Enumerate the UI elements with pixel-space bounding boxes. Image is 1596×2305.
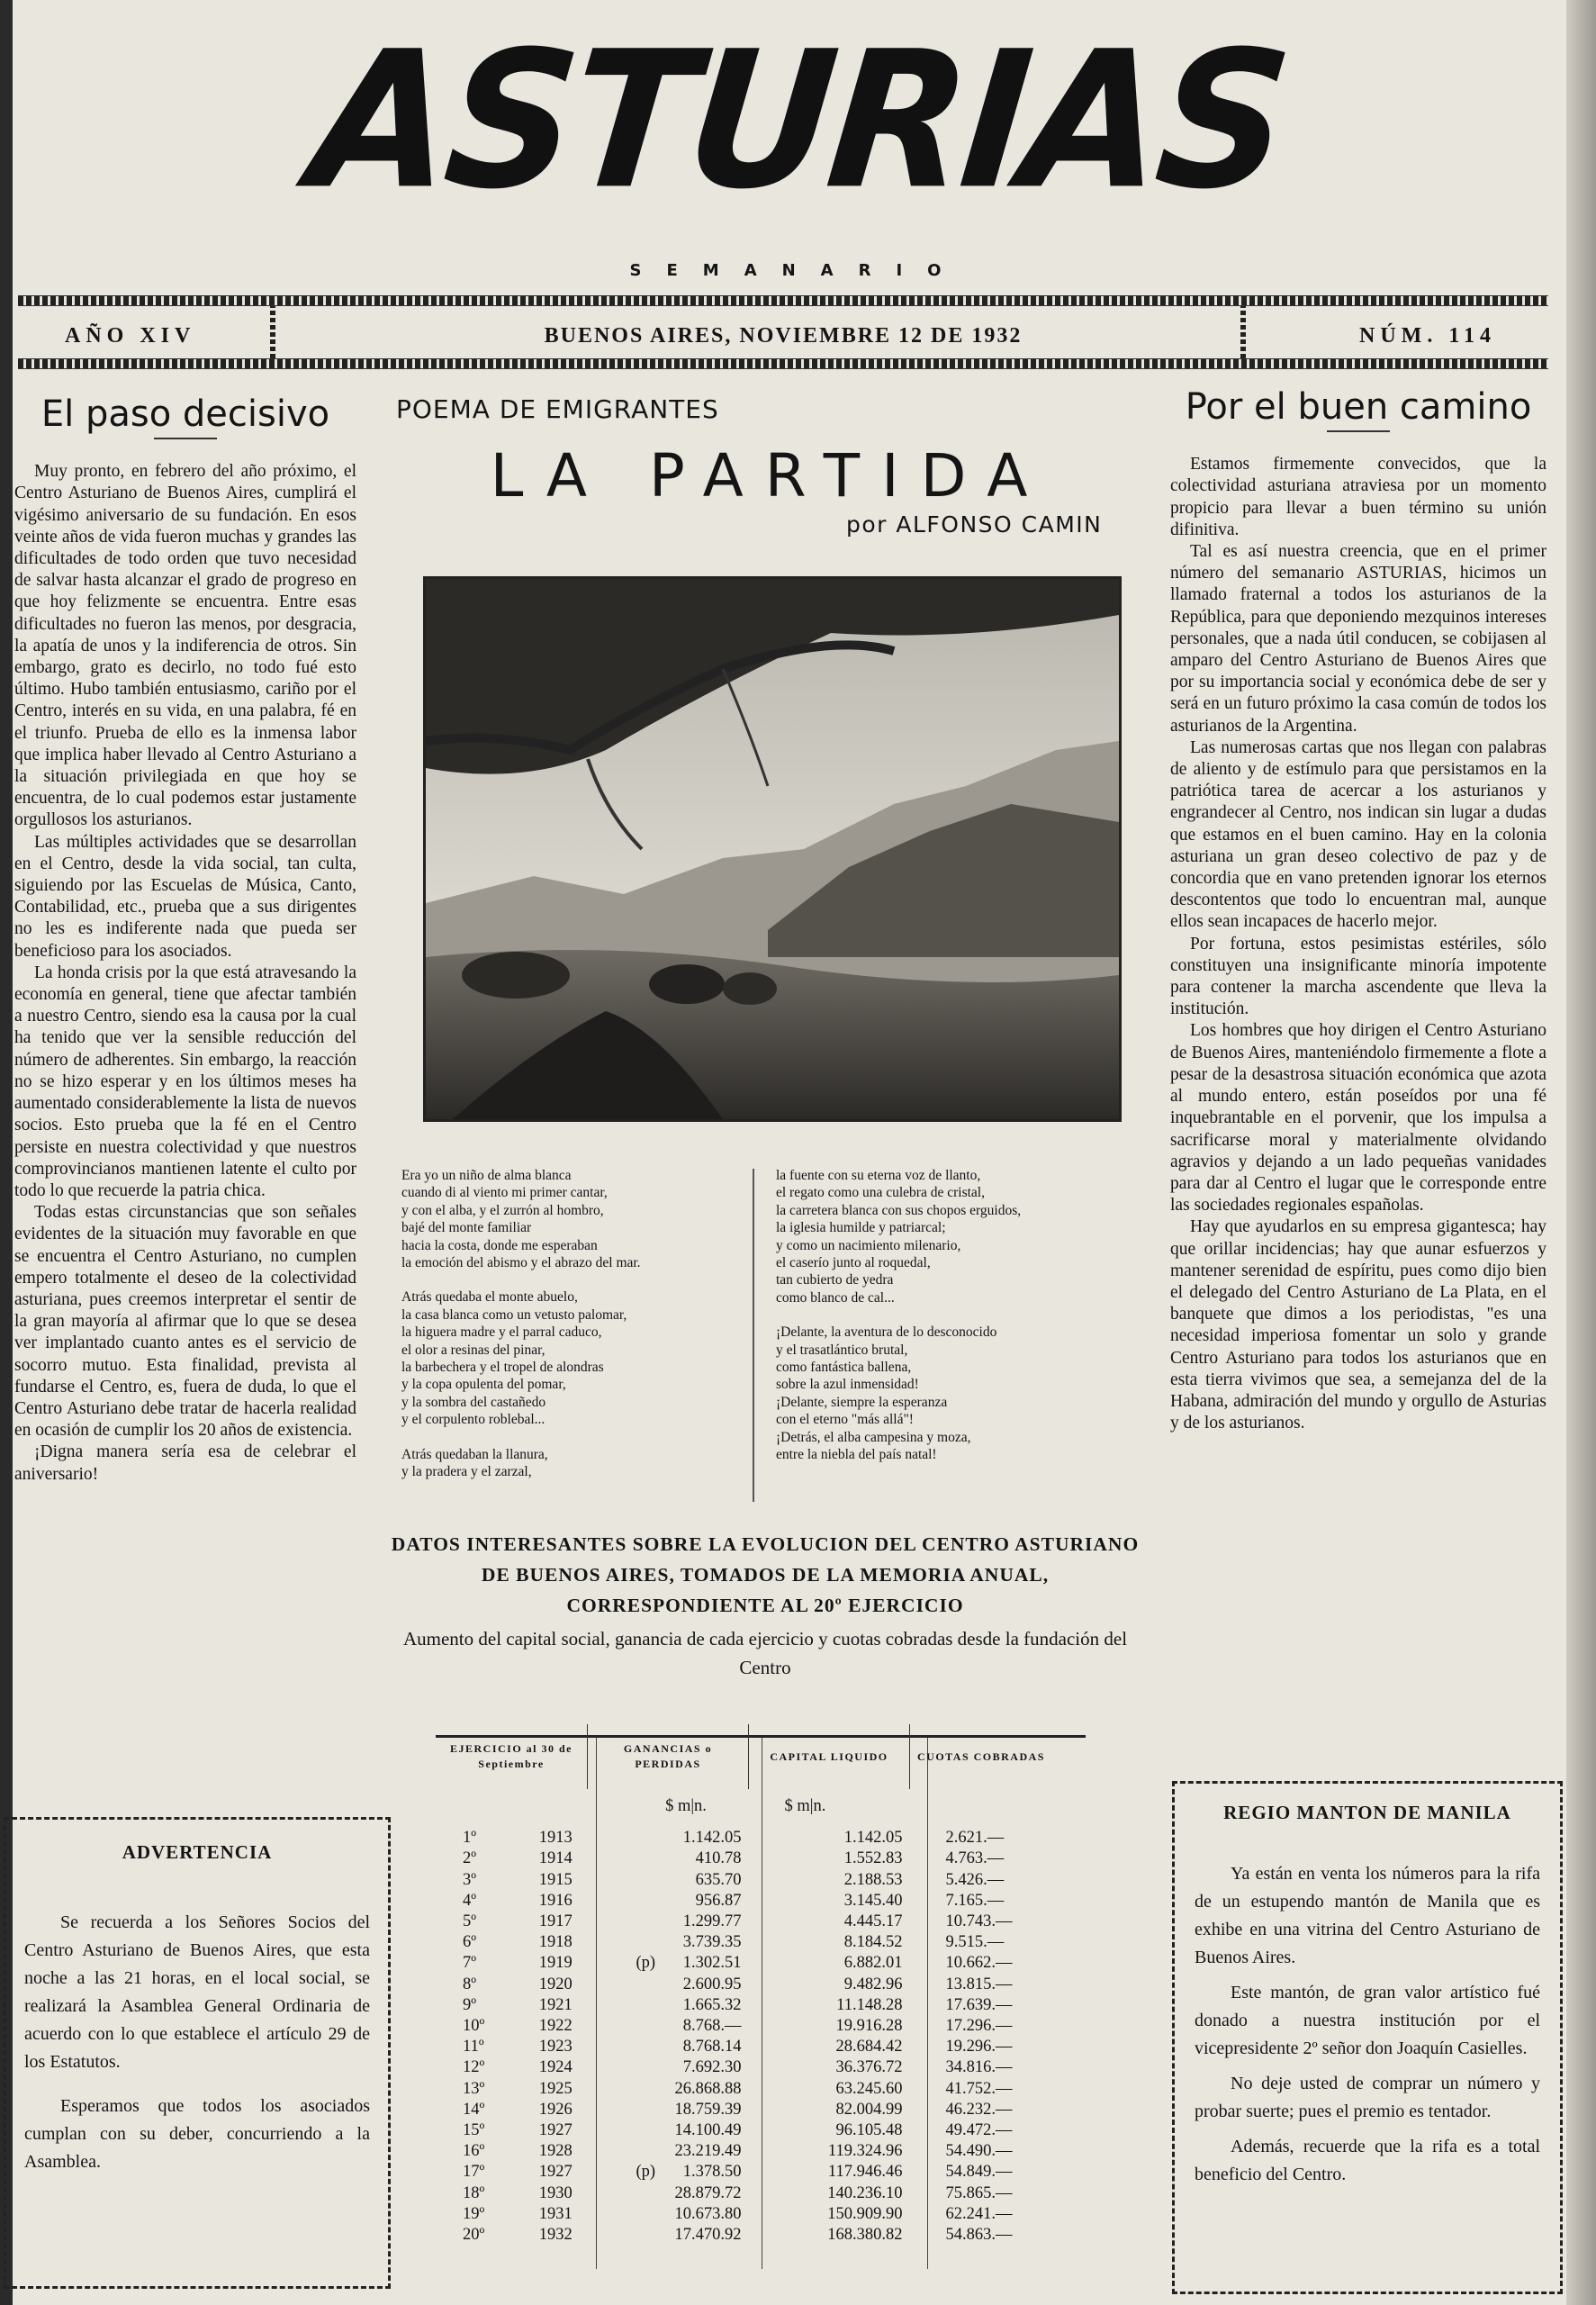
cell-capital: 117.946.46 bbox=[827, 2163, 903, 2182]
left-paragraph: ¡Digna manera sería esa de celebrar el aniversario! bbox=[14, 1442, 356, 1484]
verse-line: Atrás quedaba el monte abuelo, bbox=[401, 1289, 578, 1306]
cell-loss-marker bbox=[588, 2037, 660, 2057]
masthead-logo: ASTURIAS bbox=[302, 11, 1294, 231]
cell-year: 1932 bbox=[538, 2226, 573, 2245]
cell-year: 1931 bbox=[538, 2204, 573, 2223]
cell-loss-marker bbox=[588, 1828, 660, 1849]
manton-box bbox=[1172, 1781, 1563, 2294]
cell-ganancias: 7.692.30 bbox=[682, 2058, 742, 2077]
cell-number: 18º bbox=[463, 2183, 485, 2202]
table-row bbox=[436, 2225, 1052, 2246]
cell-cuotas: 2.621.— bbox=[945, 1829, 1005, 1848]
cell-cuotas: 17.639.— bbox=[945, 1995, 1013, 2014]
cell-number: 13º bbox=[463, 2079, 485, 2098]
cell-year: 1925 bbox=[538, 2079, 573, 2098]
cell-cuotas: 9.515.— bbox=[945, 1933, 1005, 1952]
cell-number: 17º bbox=[463, 2163, 485, 2182]
verse-line: como blanco de cal... bbox=[776, 1289, 895, 1306]
right-paragraph: Tal es así nuestra creencia, que en el primer número del semanario ASTURIAS, hicimos un llamado fraternal a todos los asturianos de la República, para que deponiendo mezquinos intereses personales, que a nada útil conducen, se cobijasen al amparo del Centro Asturiano de Buenos Aires que por su importancia social y económica debe de ser y será en un futuro próximo la casa común de todos los asturianos de la Argentina. bbox=[1170, 542, 1546, 736]
cell-capital: 150.909.90 bbox=[827, 2204, 903, 2223]
bottom-rule bbox=[18, 358, 1548, 369]
cell-year: 1914 bbox=[538, 1849, 573, 1868]
cell-cuotas: 19.296.— bbox=[945, 2038, 1013, 2056]
verse-line: ¡Delante, siempre la esperanza bbox=[776, 1394, 948, 1410]
cell-loss-marker bbox=[588, 1849, 660, 1869]
cell-year: 1930 bbox=[538, 2183, 573, 2202]
dateline bbox=[18, 315, 1548, 355]
cell-cuotas: 7.165.— bbox=[945, 1891, 1005, 1910]
cell-ganancias: 10.673.80 bbox=[674, 2204, 742, 2223]
poem-right-column bbox=[776, 1167, 1136, 1464]
left-paragraph: Las múltiples actividades que se desarrollan en el Centro, desde la vida social, tan culta, siguiendo por las Escuelas de Música, Canto, Contabilidad, etc., prueba que a sus dirigentes no les es indiferente nada que pueda ser beneficioso para los asociados. bbox=[14, 832, 356, 961]
cell-cuotas: 10.743.— bbox=[945, 1912, 1013, 1931]
verse-line: y con el alba, y el zurrón al hombro, bbox=[401, 1202, 604, 1218]
dateline-separator bbox=[270, 306, 275, 366]
right-paragraph: Los hombres que hoy dirigen el Centro Asturiano de Buenos Aires, manteniéndolo firmemente a flote a pesar de la desastrosa situación económica que azota al mundo entero, están poseídos por una fé inquebrantable en el porvenir, que los impulsa a sacrificarse moral y materialmente olvidando agravios y dejando a un lado pequeñas vanidades para dar al Centro el lugar que le corresponde entre las sociedades regionales españolas. bbox=[1170, 1021, 1546, 1216]
cell-cuotas: 4.763.— bbox=[945, 1849, 1005, 1868]
table-row bbox=[436, 1953, 1052, 1974]
date-label: BUENOS AIRES, NOVIEMBRE 12 DE 1932 bbox=[544, 324, 1023, 348]
cell-capital: 63.245.60 bbox=[835, 2079, 903, 2098]
cell-year: 1927 bbox=[538, 2163, 573, 2182]
verse-line: la higuera madre y el parral caduco, bbox=[401, 1324, 602, 1341]
cell-loss-marker bbox=[588, 2204, 660, 2225]
cell-number: 9º bbox=[463, 1995, 476, 2014]
cell-year: 1918 bbox=[538, 1933, 573, 1952]
verse-line: cuando di al viento mi primer cantar, bbox=[401, 1185, 608, 1201]
cell-capital: 168.380.82 bbox=[827, 2226, 903, 2245]
verse-line: tan cubierto de yedra bbox=[776, 1272, 894, 1288]
table-row bbox=[436, 1975, 1052, 1995]
cell-loss-marker bbox=[588, 2141, 660, 2162]
cell-cuotas: 46.232.— bbox=[945, 2100, 1013, 2119]
left-headline: El paso decisivo bbox=[41, 393, 330, 435]
financial-table bbox=[436, 1724, 1052, 2246]
cell-capital: 36.376.72 bbox=[835, 2058, 903, 2077]
currency-label: $ m|n. bbox=[784, 1797, 826, 1815]
left-paragraph: Todas estas circunstancias que son señales evidentes de la situación muy favorable en que se encuentra el Centro Asturiano, no cumplen empero totalmente el deseo de la colectividad asturiana, pues creemos interpretar el sentir de la gran mayoría al afirmar que lo que se desea ver implantado cuanto antes es el servicio de socorro mutuo. Esta finalidad, prevista al fundarse el Centro, es, fuera de duda, lo que el Centro Asturiano debe tratar de hacerla realidad en ocasión de cumplir los 20 años de existencia. bbox=[14, 1203, 356, 1441]
header-cuotas: CUOTAS COBRADAS bbox=[910, 1724, 1053, 1789]
currency-label: $ m|n. bbox=[665, 1797, 707, 1815]
left-article bbox=[14, 393, 356, 1486]
cell-ganancias: 1.378.50 bbox=[682, 2163, 742, 2182]
table-row bbox=[436, 1932, 1052, 1953]
verse-line: sobre la azul inmensidad! bbox=[776, 1377, 919, 1393]
landscape-photo bbox=[423, 576, 1122, 1122]
table-row bbox=[436, 2162, 1052, 2183]
masthead bbox=[0, 11, 1596, 280]
cell-capital: 6.882.01 bbox=[843, 1954, 903, 1973]
dateline-separator bbox=[1240, 306, 1246, 366]
cell-year: 1921 bbox=[538, 1995, 573, 2014]
cell-year: 1926 bbox=[538, 2100, 573, 2119]
verse-line: la fuente con su eterna voz de llanto, bbox=[776, 1168, 981, 1183]
cell-number: 14º bbox=[463, 2100, 485, 2119]
cell-capital: 1.552.83 bbox=[843, 1849, 903, 1868]
cell-year: 1917 bbox=[538, 1912, 573, 1931]
header-ejercicio: EJERCICIO al 30 de Septiembre bbox=[449, 1742, 573, 1770]
year-label: AÑO XIV bbox=[65, 324, 196, 348]
verse-line: con el eterno "más allá"! bbox=[776, 1412, 914, 1428]
verse-line: y el trasatlántico brutal, bbox=[776, 1342, 908, 1358]
verse-line: como fantástica ballena, bbox=[776, 1360, 912, 1376]
advertencia-paragraph: Esperamos que todos los asociados cumplan con su deber, concurriendo a la Asamblea. bbox=[24, 2096, 370, 2172]
cell-ganancias: 635.70 bbox=[695, 1870, 742, 1889]
cell-ganancias: 1.665.32 bbox=[682, 1995, 742, 2014]
cell-number: 1º bbox=[463, 1829, 476, 1848]
cell-year: 1916 bbox=[538, 1891, 573, 1910]
table-row bbox=[436, 1870, 1052, 1891]
cell-capital: 96.105.48 bbox=[835, 2121, 903, 2140]
left-paragraph: La honda crisis por la que está atravesando la economía en general, tiene que afectar también a nuestro Centro, siendo esa la causa por la cual ha tenido que ver la sensible reducción del número de adherentes. Sin embargo, la reacción no se hizo esperar y en los últimos meses ha aumentado considerablemente la lista de nuevos socios. Esto prueba que la fé en el Centro persiste en nuestra colectividad y que nuestros comprovincianos mantienen latente el culto por todo lo que recuerde la patria chica. bbox=[14, 963, 356, 1200]
verse-line: la barbechera y el tropel de alondras bbox=[401, 1360, 604, 1376]
cell-number: 8º bbox=[463, 1975, 476, 1993]
poem-title: LA PARTIDA bbox=[490, 441, 1050, 511]
cell-capital: 82.004.99 bbox=[835, 2100, 903, 2119]
page-edge bbox=[1566, 0, 1596, 2305]
header-capital: CAPITAL LIQUIDO bbox=[749, 1724, 910, 1789]
table-header-row bbox=[436, 1724, 1052, 1789]
cell-cuotas: 54.849.— bbox=[945, 2163, 1013, 2182]
table-row bbox=[436, 2057, 1052, 2078]
poem-byline: por ALFONSO CAMIN bbox=[846, 511, 1103, 538]
verse-line: hacia la costa, donde me esperaban bbox=[401, 1237, 598, 1253]
manton-title: REGIO MANTON DE MANILA bbox=[1223, 1802, 1511, 1823]
cell-year: 1915 bbox=[538, 1870, 573, 1889]
cell-cuotas: 54.490.— bbox=[945, 2142, 1013, 2161]
cell-capital: 3.145.40 bbox=[843, 1891, 903, 1910]
cell-ganancias: 1.299.77 bbox=[682, 1912, 742, 1931]
cell-ganancias: 26.868.88 bbox=[674, 2079, 742, 2098]
cell-loss-marker bbox=[588, 2100, 660, 2120]
cell-number: 2º bbox=[463, 1849, 476, 1868]
cell-cuotas: 54.863.— bbox=[945, 2226, 1013, 2245]
cell-capital: 9.482.96 bbox=[843, 1975, 903, 1993]
cell-capital: 140.236.10 bbox=[827, 2183, 903, 2202]
cell-year: 1922 bbox=[538, 2017, 573, 2036]
poem-separator bbox=[753, 1169, 754, 1502]
right-paragraph: Estamos firmemente convecidos, que la colectividad asturiana atraviesa por un momento propicio para llevar a buen término su unión difinitiva. bbox=[1170, 455, 1546, 539]
verse-line: ¡Detrás, el alba campesina y moza, bbox=[776, 1429, 971, 1445]
cell-loss-marker bbox=[588, 2057, 660, 2078]
cell-capital: 1.142.05 bbox=[843, 1829, 903, 1848]
verse-line: ¡Delante, la aventura de lo desconocido bbox=[776, 1324, 997, 1341]
cell-cuotas: 5.426.— bbox=[945, 1870, 1005, 1889]
cell-ganancias: 18.759.39 bbox=[674, 2100, 742, 2119]
right-article bbox=[1170, 386, 1546, 1434]
table-row bbox=[436, 2183, 1052, 2204]
verse-line: bajé del monte familiar bbox=[401, 1220, 532, 1236]
cell-number: 10º bbox=[463, 2017, 485, 2036]
landscape-illustration bbox=[426, 579, 1119, 1119]
table-row bbox=[436, 2037, 1052, 2057]
table-row bbox=[436, 1891, 1052, 1912]
cell-loss-marker: (p) bbox=[636, 2163, 656, 2182]
cell-loss-marker bbox=[588, 1932, 660, 1953]
cell-loss-marker: (p) bbox=[636, 1954, 656, 1973]
cell-ganancias: 3.739.35 bbox=[682, 1933, 742, 1952]
cell-ganancias: 28.879.72 bbox=[674, 2183, 742, 2202]
verse-line: y la copa opulenta del pomar, bbox=[401, 1377, 566, 1393]
headline-rule bbox=[154, 438, 217, 439]
masthead-subtitle: SEMANARIO bbox=[629, 261, 967, 280]
cell-loss-marker bbox=[588, 1891, 660, 1912]
advertencia-paragraph: Se recuerda a los Señores Socios del Centro Asturiano de Buenos Aires, que esta noche a las 21 horas, en el local social, se realizará la Asamblea General Ordinaria de acuerdo con lo que establece el artículo 29 de los Estatutos. bbox=[24, 1912, 370, 2072]
table-row bbox=[436, 2120, 1052, 2141]
verse-line: el caserío junto al roquedal, bbox=[776, 1255, 931, 1271]
cell-year: 1924 bbox=[538, 2058, 573, 2077]
left-paragraph: Muy pronto, en febrero del año próximo, el Centro Asturiano de Buenos Aires, cumplirá el vigésimo aniversario de su fundación. En esos veinte años de vida fueron muchas y grandes las dificultades de todo orden que tuvo necesidad de salvar hasta alcanzar el grado de progreso en que hoy felizmente se encuentra. Entre esas dificultades no fueron las menos, por desgracia, la apatía de unos y la indiferencia de otros. Sin embargo, grato es decirlo, no todo fué esto último. Hubo también entusiasmo, cariño por el Centro, interés en su vida, en una palabra, fé en el triunfo. Prueba de ello es la inmensa labor que implica haber llevado al Centro Asturiano a la situación privilegiada en que hoy se encuentra, de lo cual podemos estar justamente orgullosos los asturianos. bbox=[14, 462, 356, 830]
cell-cuotas: 13.815.— bbox=[945, 1975, 1013, 1993]
header-ganancias: GANANCIAS o PERDIDAS bbox=[588, 1724, 749, 1789]
cell-year: 1928 bbox=[538, 2142, 573, 2161]
cell-loss-marker bbox=[588, 1995, 660, 2016]
table-row bbox=[436, 1849, 1052, 1869]
cell-cuotas: 10.662.— bbox=[945, 1954, 1013, 1973]
verse-line: y la pradera y el zarzal, bbox=[401, 1464, 532, 1480]
cell-loss-marker bbox=[588, 2079, 660, 2100]
cell-cuotas: 62.241.— bbox=[945, 2204, 1013, 2223]
verse-line: la carretera blanca con sus chopos erguidos, bbox=[776, 1202, 1022, 1218]
cell-number: 11º bbox=[463, 2038, 484, 2056]
cell-loss-marker bbox=[588, 2225, 660, 2246]
advertencia-title: ADVERTENCIA bbox=[122, 1841, 273, 1863]
cell-number: 4º bbox=[463, 1891, 476, 1910]
datos-section bbox=[378, 1529, 1152, 1682]
manton-paragraph: Además, recuerde que la rifa es a total beneficio del Centro. bbox=[1195, 2137, 1540, 2184]
table-row bbox=[436, 1995, 1052, 2016]
verse-line: el olor a resinas del pinar, bbox=[401, 1342, 546, 1358]
cell-cuotas: 49.472.— bbox=[945, 2121, 1013, 2140]
cell-capital: 4.445.17 bbox=[843, 1912, 903, 1931]
poem-left-column bbox=[401, 1167, 744, 1481]
cell-number: 6º bbox=[463, 1933, 476, 1952]
cell-loss-marker bbox=[588, 1870, 660, 1891]
cell-capital: 119.324.96 bbox=[827, 2142, 903, 2161]
cell-year: 1919 bbox=[538, 1954, 573, 1973]
cell-loss-marker bbox=[588, 2183, 660, 2204]
cell-ganancias: 8.768.— bbox=[682, 2017, 742, 2036]
cell-number: 5º bbox=[463, 1912, 476, 1931]
cell-loss-marker bbox=[588, 1975, 660, 1995]
cell-number: 20º bbox=[463, 2226, 485, 2245]
cell-capital: 2.188.53 bbox=[843, 1870, 903, 1889]
cell-ganancias: 1.302.51 bbox=[682, 1954, 742, 1973]
right-headline: Por el buen camino bbox=[1185, 386, 1532, 428]
verse-line: Era yo un niño de alma blanca bbox=[401, 1168, 572, 1183]
verse-line: Atrás quedaban la llanura, bbox=[401, 1446, 548, 1462]
cell-number: 7º bbox=[463, 1954, 476, 1973]
verse-line: la emoción del abismo y el abrazo del mar. bbox=[401, 1255, 641, 1271]
cell-ganancias: 2.600.95 bbox=[682, 1975, 742, 1993]
cell-ganancias: 14.100.49 bbox=[674, 2121, 742, 2140]
cell-cuotas: 34.816.— bbox=[945, 2058, 1013, 2077]
cell-cuotas: 75.865.— bbox=[945, 2183, 1013, 2202]
table-row bbox=[436, 2141, 1052, 2162]
cell-ganancias: 1.142.05 bbox=[682, 1829, 742, 1848]
datos-title: DATOS INTERESANTES SOBRE LA EVOLUCION DEL CENTRO ASTURIANO DE BUENOS AIRES, TOMADOS DE LA MEMORIA ANUAL, CORRESPONDIENTE AL 20º EJERCICIO bbox=[391, 1533, 1140, 1616]
cell-number: 3º bbox=[463, 1870, 476, 1889]
cell-loss-marker bbox=[588, 2120, 660, 2141]
cell-ganancias: 23.219.49 bbox=[674, 2142, 742, 2161]
verse-line: y como un nacimiento milenario, bbox=[776, 1237, 961, 1253]
table-row bbox=[436, 1828, 1052, 1849]
cell-loss-marker bbox=[588, 1912, 660, 1932]
table-row bbox=[436, 2079, 1052, 2100]
cell-year: 1913 bbox=[538, 1829, 573, 1848]
cell-ganancias: 410.78 bbox=[695, 1849, 742, 1868]
verse-line: entre la niebla del país natal! bbox=[776, 1447, 937, 1463]
cell-capital: 11.148.28 bbox=[836, 1995, 903, 2014]
issue-number: NÚM. 114 bbox=[1359, 324, 1496, 348]
cell-capital: 28.684.42 bbox=[835, 2038, 903, 2056]
cell-year: 1920 bbox=[538, 1975, 573, 1993]
cell-ganancias: 956.87 bbox=[695, 1891, 742, 1910]
cell-number: 12º bbox=[463, 2058, 485, 2077]
verse-line: y la sombra del castañedo bbox=[401, 1394, 546, 1410]
verse-line: el regato como una culebra de cristal, bbox=[776, 1185, 985, 1201]
table-row bbox=[436, 2204, 1052, 2225]
cell-capital: 19.916.28 bbox=[835, 2017, 903, 2036]
cell-number: 19º bbox=[463, 2204, 485, 2223]
manton-paragraph: Este mantón, de gran valor artístico fué donado a nuestra institución por el vicepresidente 2º señor don Joaquín Casielles. bbox=[1195, 1983, 1540, 2058]
cell-cuotas: 17.296.— bbox=[945, 2017, 1013, 2036]
cell-year: 1923 bbox=[538, 2038, 573, 2056]
right-paragraph: Las numerosas cartas que nos llegan con palabras de aliento y de estímulo para que persistamos en la patriótica tarea de acercar a los asturianos y engrandecer al Centro, nos indican sin lugar a dudas que estamos en el buen camino. Hay en la colonia asturiana un gran deseo colectivo de paz y de concordia que en vano pretenden ignorar los eternos descontentos que todo lo encuentran mal, aunque ellos sean incapaces de hacerlo mejor. bbox=[1170, 737, 1546, 932]
manton-paragraph: Ya están en venta los números para la rifa de un estupendo mantón de Manila que es exhibe en una vitrina del Centro Asturiano de Buenos Aires. bbox=[1195, 1864, 1540, 1967]
right-paragraph: Por fortuna, estos pesimistas estériles, sólo constituyen una insignificante minoría impotente para contener la marcha ascendente que lleva la institución. bbox=[1170, 934, 1546, 1019]
cell-number: 16º bbox=[463, 2142, 485, 2161]
top-rule bbox=[18, 295, 1548, 306]
verse-line: la iglesia humilde y patriarcal; bbox=[776, 1220, 946, 1236]
cell-ganancias: 8.768.14 bbox=[682, 2038, 742, 2056]
datos-subtitle: Aumento del capital social, ganancia de cada ejercicio y cuotas cobradas desde la fundación del Centro bbox=[402, 1628, 1128, 1678]
cell-year: 1927 bbox=[538, 2121, 573, 2140]
cell-loss-marker bbox=[588, 2016, 660, 2037]
verse-line: y el corpulento roblebal... bbox=[401, 1412, 546, 1428]
table-row bbox=[436, 2100, 1052, 2120]
cell-capital: 8.184.52 bbox=[843, 1933, 903, 1952]
table-row bbox=[436, 1912, 1052, 1932]
advertencia-box bbox=[4, 1817, 391, 2289]
manton-paragraph: No deje usted de comprar un número y probar suerte; pues el premio es tentador. bbox=[1195, 2074, 1540, 2121]
right-paragraph: Hay que ayudarlos en su empresa gigantesca; hay que orillar incidencias; hay que aunar esfuerzos y mantener serenidad de espíritu, pues como dijo bien el delegado del Centro Asturiano de La Plata, en el banquete que dimos a los periodistas, "es una necesidad imperiosa fomentar un solo y grande Centro Asturiano para todos los asturianos que en esta tierra vivimos que sea, a semejanza del de la Habana, admiración del mundo y orgullo de Asturias y de los asturianos. bbox=[1170, 1217, 1546, 1433]
headline-rule bbox=[1327, 430, 1390, 432]
poem-kicker: POEMA DE EMIGRANTES bbox=[396, 394, 719, 424]
cell-cuotas: 41.752.— bbox=[945, 2079, 1013, 2098]
verse-line: la casa blanca como un vetusto palomar, bbox=[401, 1306, 627, 1323]
cell-number: 15º bbox=[463, 2121, 485, 2140]
table-row bbox=[436, 2016, 1052, 2037]
cell-ganancias: 17.470.92 bbox=[674, 2226, 742, 2245]
